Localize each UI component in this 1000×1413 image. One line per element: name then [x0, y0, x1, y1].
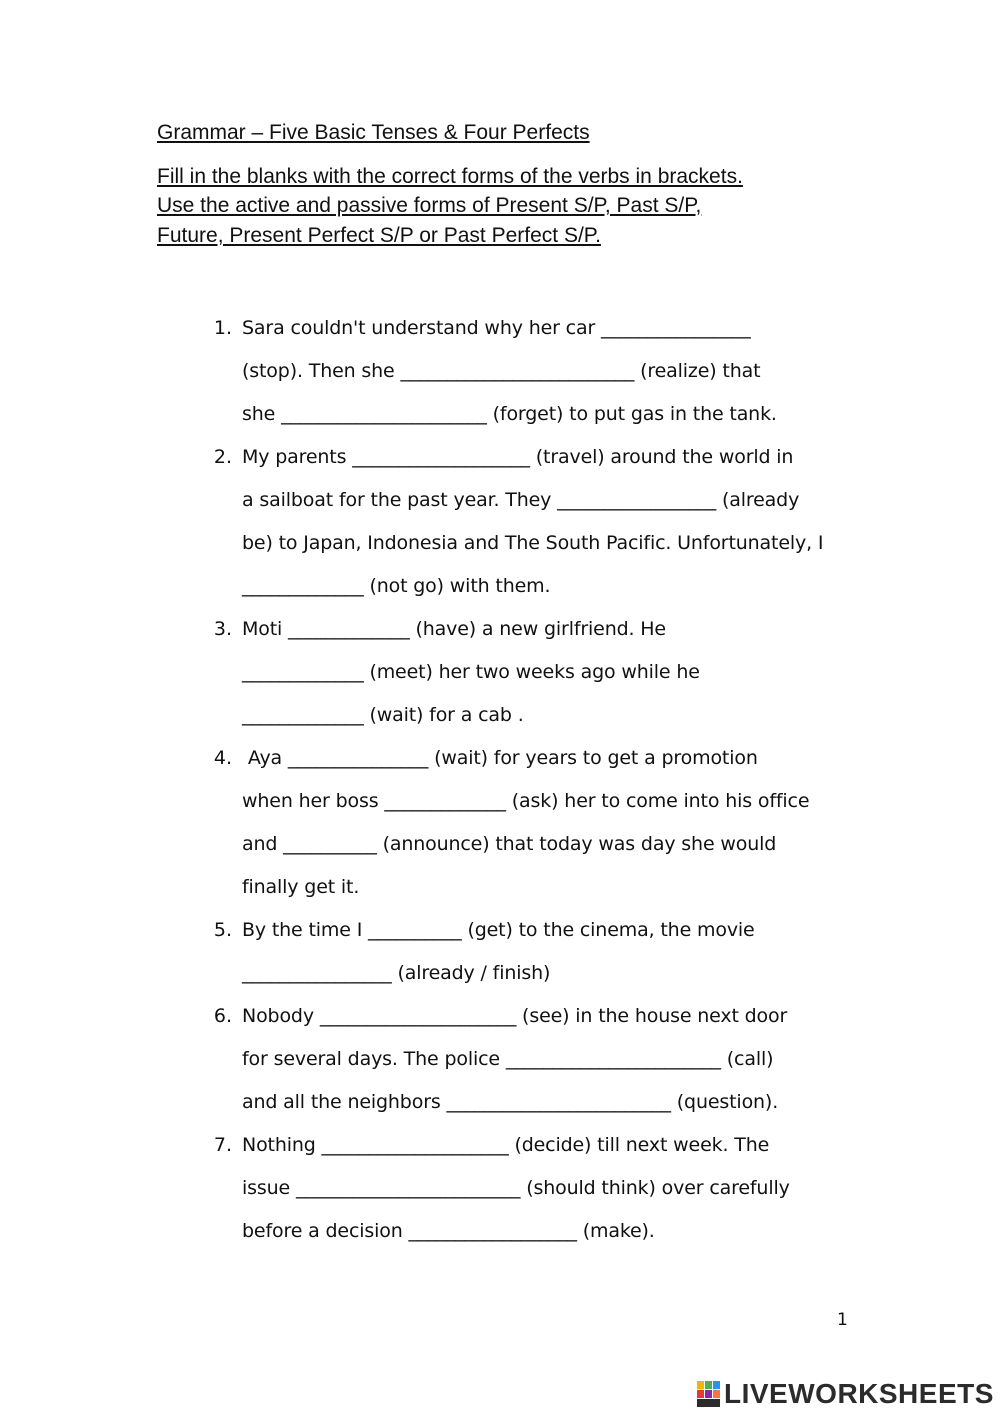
question-line[interactable]: ________________ (already / finish) — [242, 962, 551, 984]
question-line[interactable]: Nothing ____________________ (decide) till next week. The — [242, 1134, 770, 1156]
question-line[interactable]: and all the neighbors ________________________ (question). — [242, 1091, 779, 1113]
question-line[interactable]: Aya _______________ (wait) for years to get a promotion — [242, 747, 758, 769]
question-line[interactable]: Nobody _____________________ (see) in the house next door — [242, 1005, 788, 1027]
page-number: 1 — [837, 1310, 848, 1330]
question-line[interactable]: issue ________________________ (should think) over carefully — [242, 1177, 790, 1199]
question-number: 4. — [213, 747, 232, 769]
question-line[interactable]: My parents ___________________ (travel) around the world in — [242, 446, 794, 468]
question-line[interactable]: Sara couldn't understand why her car ________________ — [242, 317, 751, 339]
question-number: 5. — [213, 919, 232, 941]
instructions-line-3: Future, Present Perfect S/P or Past Perfect S/P. — [157, 224, 601, 247]
question-number: 3. — [213, 618, 232, 640]
question-line[interactable]: and __________ (announce) that today was day she would — [242, 833, 777, 855]
instructions-line-1: Fill in the blanks with the correct forms of the verbs in brackets. — [157, 165, 743, 188]
question-line[interactable]: for several days. The police _______________________ (call) — [242, 1048, 774, 1070]
question-line[interactable]: (stop). Then she _________________________ (realize) that — [242, 360, 761, 382]
question-number: 6. — [213, 1005, 232, 1027]
question-line[interactable]: _____________ (meet) her two weeks ago while he — [242, 661, 700, 683]
worksheet-title: Grammar – Five Basic Tenses & Four Perfects — [157, 121, 590, 144]
question-number: 2. — [213, 446, 232, 468]
question-line[interactable]: _____________ (wait) for a cab . — [242, 704, 524, 726]
instructions-line-2: Use the active and passive forms of Present S/P, Past S/P, — [157, 194, 702, 217]
liveworksheets-logo-icon — [697, 1379, 721, 1409]
question-line[interactable]: when her boss _____________ (ask) her to come into his office — [242, 790, 810, 812]
question-line: finally get it. — [242, 876, 360, 898]
question-line[interactable]: before a decision __________________ (make). — [242, 1220, 655, 1242]
question-line[interactable]: Moti _____________ (have) a new girlfriend. He — [242, 618, 666, 640]
liveworksheets-logo[interactable] — [697, 1378, 994, 1410]
question-line[interactable]: she ______________________ (forget) to put gas in the tank. — [242, 403, 777, 425]
question-line: be) to Japan, Indonesia and The South Pacific. Unfortunately, I — [242, 532, 824, 554]
question-number: 7. — [213, 1134, 232, 1156]
question-number: 1. — [213, 317, 232, 339]
question-line[interactable]: By the time I __________ (get) to the cinema, the movie — [242, 919, 755, 941]
question-line[interactable]: a sailboat for the past year. They _________________ (already — [242, 489, 800, 511]
logo-text: LIVEWORKSHEETS — [724, 1378, 994, 1409]
question-line[interactable]: _____________ (not go) with them. — [242, 575, 551, 597]
